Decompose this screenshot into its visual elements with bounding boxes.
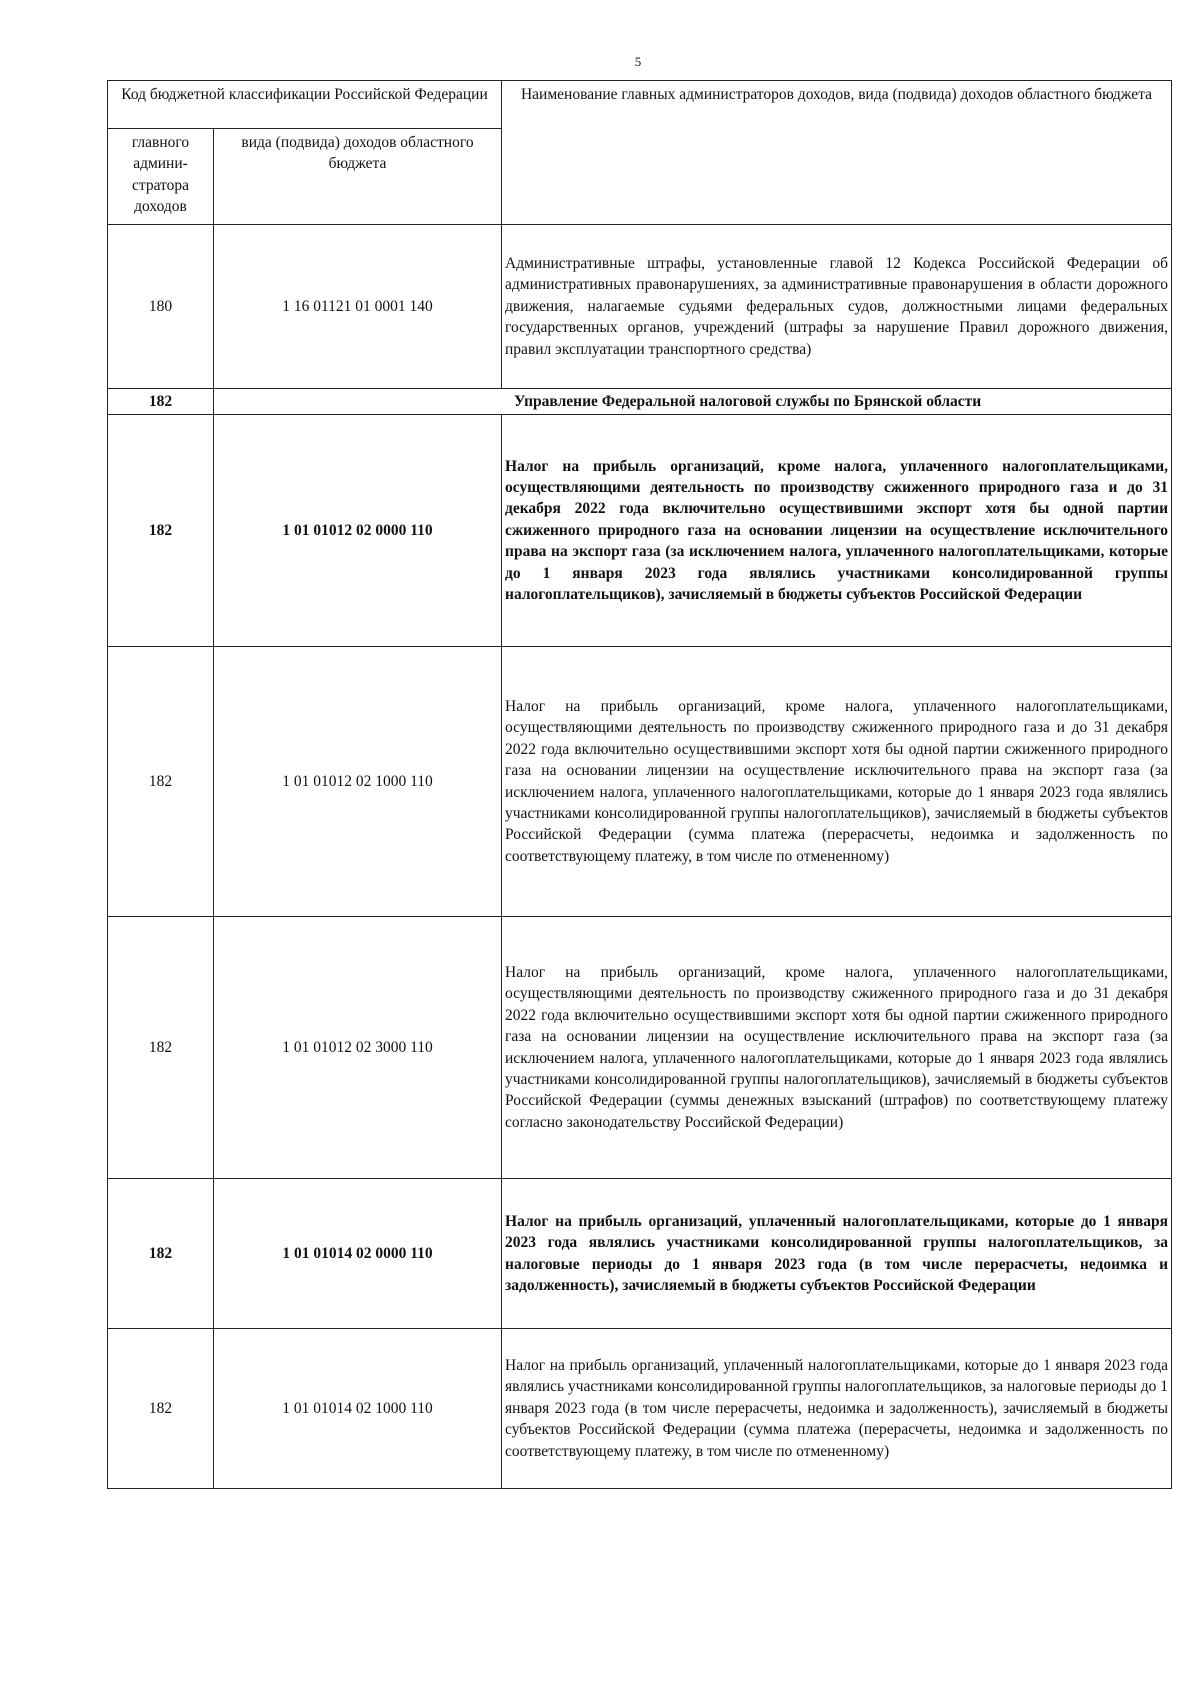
header-type-column: вида (подвида) доходов областного бюджета bbox=[214, 129, 502, 225]
admin-code-cell: 182 bbox=[108, 1329, 214, 1489]
income-code-cell: 1 01 01014 02 0000 110 bbox=[214, 1179, 502, 1329]
admin-code-cell: 182 bbox=[108, 1179, 214, 1329]
description-cell: Налог на прибыль организаций, кроме налога, уплаченного налогоплательщиками, осуществляющими деятельность по производству сжиженного природного газа и до 31 декабря 2022 года включительно осуществившими экспорт хотя бы одной партии сжиженного природного газа на основании лицензии на осуществление исключительного права на экспорт газа (за исключением налога, уплаченного налогоплательщиками, которые до 1 января 2023 года являлись участниками консолидированной группы налогоплательщиков), зачисляемый в бюджеты субъектов Российской Федерации bbox=[502, 415, 1172, 647]
header-name-column: Наименование главных администраторов доходов, вида (подвида) доходов областного бюджета bbox=[502, 81, 1172, 225]
description-cell: Административные штрафы, установленные главой 12 Кодекса Российской Федерации об административных правонарушениях, за административные правонарушения в области дорожного движения, налагаемые судьями федеральных судов, должностными лицами федеральных государственных органов, учреждений (штрафы за нарушение Правил дорожного движения, правил эксплуатации транспортного средства) bbox=[502, 225, 1172, 389]
admin-code-cell: 182 bbox=[108, 917, 214, 1179]
admin-code-cell: 182 bbox=[108, 647, 214, 917]
section-row bbox=[108, 389, 1172, 415]
table-row bbox=[108, 1329, 1172, 1489]
table-row bbox=[108, 415, 1172, 647]
income-code-cell: 1 01 01012 02 3000 110 bbox=[214, 917, 502, 1179]
income-code-cell: 1 01 01012 02 0000 110 bbox=[214, 415, 502, 647]
description-cell: Налог на прибыль организаций, кроме налога, уплаченного налогоплательщиками, осуществляющими деятельность по производству сжиженного природного газа и до 31 декабря 2022 года включительно осуществившими экспорт хотя бы одной партии сжиженного природного газа на основании лицензии на осуществление исключительного права на экспорт газа (за исключением налога, уплаченного налогоплательщиками, которые до 1 января 2023 года являлись участниками консолидированной группы налогоплательщиков), зачисляемый в бюджеты субъектов Российской Федерации (суммы денежных взысканий (штрафов) по соответствующему платежу согласно законодательству Российской Федерации) bbox=[502, 917, 1172, 1179]
header-code-group: Код бюджетной классификации Российской Федерации bbox=[108, 81, 502, 129]
description-cell: Налог на прибыль организаций, уплаченный налогоплательщиками, которые до 1 января 2023 года являлись участниками консолидированной группы налогоплательщиков, за налоговые периоды до 1 января 2023 года (в том числе перерасчеты, недоимка и задолженность), зачисляемый в бюджеты субъектов Российской Федерации bbox=[502, 1179, 1172, 1329]
description-cell: Налог на прибыль организаций, уплаченный налогоплательщиками, которые до 1 января 2023 года являлись участниками консолидированной группы налогоплательщиков, за налоговые периоды до 1 января 2023 года (в том числе перерасчеты, недоимка и задолженность), зачисляемый в бюджеты субъектов Российской Федерации (сумма платежа (перерасчеты, недоимка и задолженность по соответствующему платежу, в том числе по отмененному) bbox=[502, 1329, 1172, 1489]
income-code-cell: 1 16 01121 01 0001 140 bbox=[214, 225, 502, 389]
admin-code-cell: 182 bbox=[108, 415, 214, 647]
table-row bbox=[108, 225, 1172, 389]
page-number: 5 bbox=[634, 54, 642, 69]
description-cell: Налог на прибыль организаций, кроме налога, уплаченного налогоплательщиками, осуществляющими деятельность по производству сжиженного природного газа и до 31 декабря 2022 года включительно осуществившими экспорт хотя бы одной партии сжиженного природного газа на основании лицензии на осуществление исключительного права на экспорт газа (за исключением налога, уплаченного налогоплательщиками, которые до 1 января 2023 года являлись участниками консолидированной группы налогоплательщиков), зачисляемый в бюджеты субъектов Российской Федерации (сумма платежа (перерасчеты, недоимка и задолженность по соответствующему платежу, в том числе по отмененному) bbox=[502, 647, 1172, 917]
table-row bbox=[108, 917, 1172, 1179]
table-header-row bbox=[108, 81, 1172, 129]
section-admin-code: 182 bbox=[108, 389, 214, 415]
income-code-cell: 1 01 01012 02 1000 110 bbox=[214, 647, 502, 917]
budget-classification-table bbox=[107, 80, 1172, 1489]
income-code-cell: 1 01 01014 02 1000 110 bbox=[214, 1329, 502, 1489]
admin-code-cell: 180 bbox=[108, 225, 214, 389]
header-admin-column: главного админи-стратора доходов bbox=[108, 129, 214, 225]
section-title: Управление Федеральной налоговой службы по Брянской области bbox=[214, 389, 1172, 415]
table-row bbox=[108, 1179, 1172, 1329]
table-row bbox=[108, 647, 1172, 917]
